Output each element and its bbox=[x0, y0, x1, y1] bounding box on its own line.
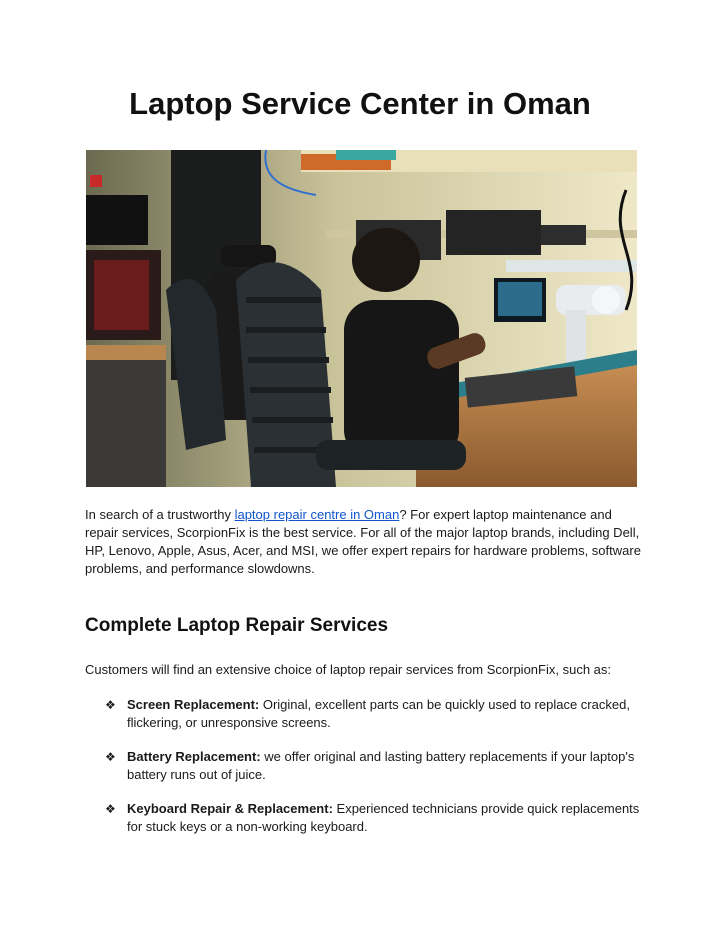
service-title: Screen Replacement: bbox=[127, 697, 260, 712]
intro-text-before-link: In search of a trustworthy bbox=[85, 507, 235, 522]
list-item bbox=[85, 748, 645, 784]
diamond-bullet-icon: ❖ bbox=[105, 750, 116, 764]
section-lead: Customers will find an extensive choice of laptop repair services from ScorpionFix, such as: bbox=[85, 662, 611, 677]
service-title: Keyboard Repair & Replacement: bbox=[127, 801, 333, 816]
list-item bbox=[85, 696, 645, 732]
intro-paragraph bbox=[85, 506, 645, 578]
service-list bbox=[85, 696, 645, 852]
laptop-repair-workshop-photo bbox=[86, 150, 637, 487]
list-item bbox=[85, 800, 645, 836]
service-description: we offer original and lasting battery replacements if your laptop's battery runs out of juice. bbox=[127, 749, 635, 782]
diamond-bullet-icon: ❖ bbox=[105, 802, 116, 816]
page-title: Laptop Service Center in Oman bbox=[129, 86, 591, 121]
laptop-repair-centre-link[interactable]: laptop repair centre in Oman bbox=[234, 507, 400, 522]
intro-text-after-link: ? For expert laptop maintenance and repair services, ScorpionFix is the best service. For all of the major laptop brands, including Dell, HP, Lenovo, Apple, Asus, Acer, and MSI, we offer expert repairs for hardware problems, software problems, and performance slowdowns. bbox=[85, 507, 641, 576]
service-description: Experienced technicians provide quick replacements for stuck keys or a non-working keyboard. bbox=[127, 801, 640, 834]
section-heading: Complete Laptop Repair Services bbox=[85, 615, 389, 636]
service-description: Original, excellent parts can be quickly used to replace cracked, flickering, or unresponsive screens. bbox=[127, 697, 630, 730]
service-title: Battery Replacement: bbox=[127, 749, 261, 764]
diamond-bullet-icon: ❖ bbox=[105, 698, 116, 712]
